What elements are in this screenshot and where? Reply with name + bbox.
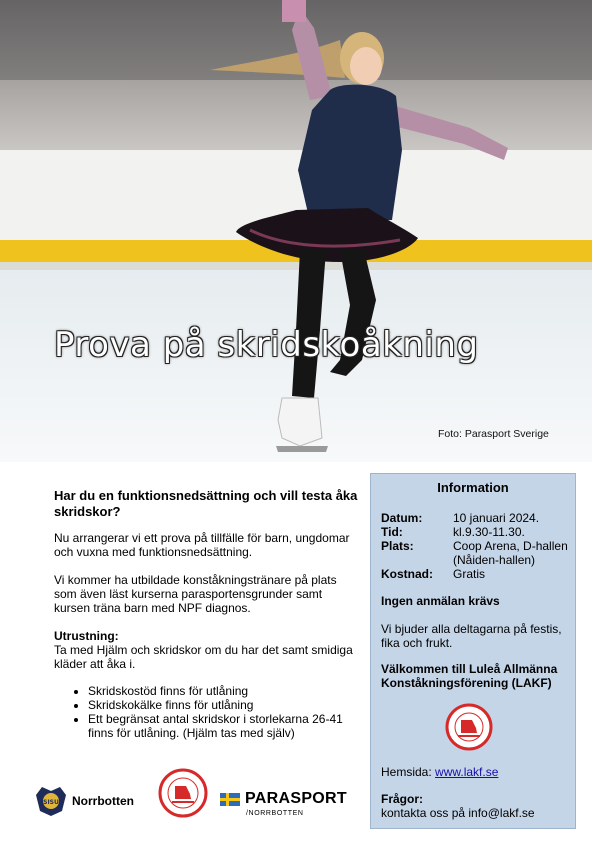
equipment-title: Utrustning:	[54, 629, 119, 643]
photo-credit: Foto: Parasport Sverige	[438, 428, 549, 440]
info-details	[381, 511, 573, 581]
swedish-flag-icon	[220, 793, 240, 806]
parasport-sublabel: /NORRBOTTEN	[246, 810, 304, 817]
place-value: Coop Arena, D-hallen (Nåiden-hallen)	[453, 539, 568, 567]
website-link[interactable]: www.lakf.se	[435, 765, 499, 779]
questions-text: kontakta oss på info@lakf.se	[381, 806, 535, 820]
lakf-logo-small-icon	[156, 768, 210, 818]
sponsor-logos	[34, 768, 354, 832]
list-item: • Skridskokälke finns för utlåning	[88, 698, 359, 712]
norrbotten-label: Norrbotten	[72, 794, 134, 808]
sisu-logo-icon	[34, 785, 68, 817]
refreshments-note: Vi bjuder alla deltagarna på festis, fika och frukt.	[381, 622, 562, 650]
questions-block	[381, 792, 535, 820]
info-row-time	[381, 525, 573, 539]
no-registration-note: Ingen anmälan krävs	[381, 594, 500, 608]
main-content	[54, 488, 359, 740]
sisu-label: SISU	[43, 799, 59, 806]
website-label: Hemsida:	[381, 765, 432, 779]
equipment-text: Ta med Hjälm och skridskor om du har det samt smidiga kläder att åka i.	[54, 643, 353, 671]
place-label: Plats:	[381, 539, 414, 553]
date-value: 10 januari 2024.	[453, 511, 540, 525]
time-value: kl.9.30-11.30.	[453, 525, 525, 539]
list-item: • Ett begränsat antal skridskor i storlekarna 26-41 finns för utlåning. (Hjälm tas med själv)	[88, 712, 359, 740]
parasport-label: PARASPORT	[245, 790, 347, 807]
cost-value: Gratis	[453, 567, 486, 581]
website-line	[381, 765, 498, 779]
date-label: Datum:	[381, 511, 423, 525]
cost-label: Kostnad:	[381, 567, 433, 581]
information-box	[370, 473, 576, 829]
main-heading: Har du en funktionsnedsättning och vill testa åka skridskor?	[54, 488, 358, 519]
lakf-logo-icon	[444, 702, 494, 752]
info-title: Information	[437, 480, 509, 495]
list-item: • Skridskostöd finns för utlåning	[88, 684, 359, 698]
questions-label: Frågor:	[381, 792, 423, 806]
info-row-place	[381, 539, 573, 567]
time-label: Tid:	[381, 525, 403, 539]
info-row-cost	[381, 567, 573, 581]
welcome-note: Välkommen till Luleå Allmänna Konståkningsförening (LAKF)	[381, 662, 558, 690]
info-row-date	[381, 511, 573, 525]
coaches-paragraph: Vi kommer ha utbildade konståkningstränare på plats som även läst kurserna parasportensgrunder samt kursen träna barn med NPF diagnos.	[54, 573, 337, 615]
hero-title: Prova på skridskoåkning	[54, 325, 479, 365]
equipment-list	[54, 684, 359, 740]
intro-paragraph: Nu arrangerar vi ett prova på tillfälle för barn, ungdomar och vuxna med funktionsnedsättning.	[54, 531, 350, 559]
